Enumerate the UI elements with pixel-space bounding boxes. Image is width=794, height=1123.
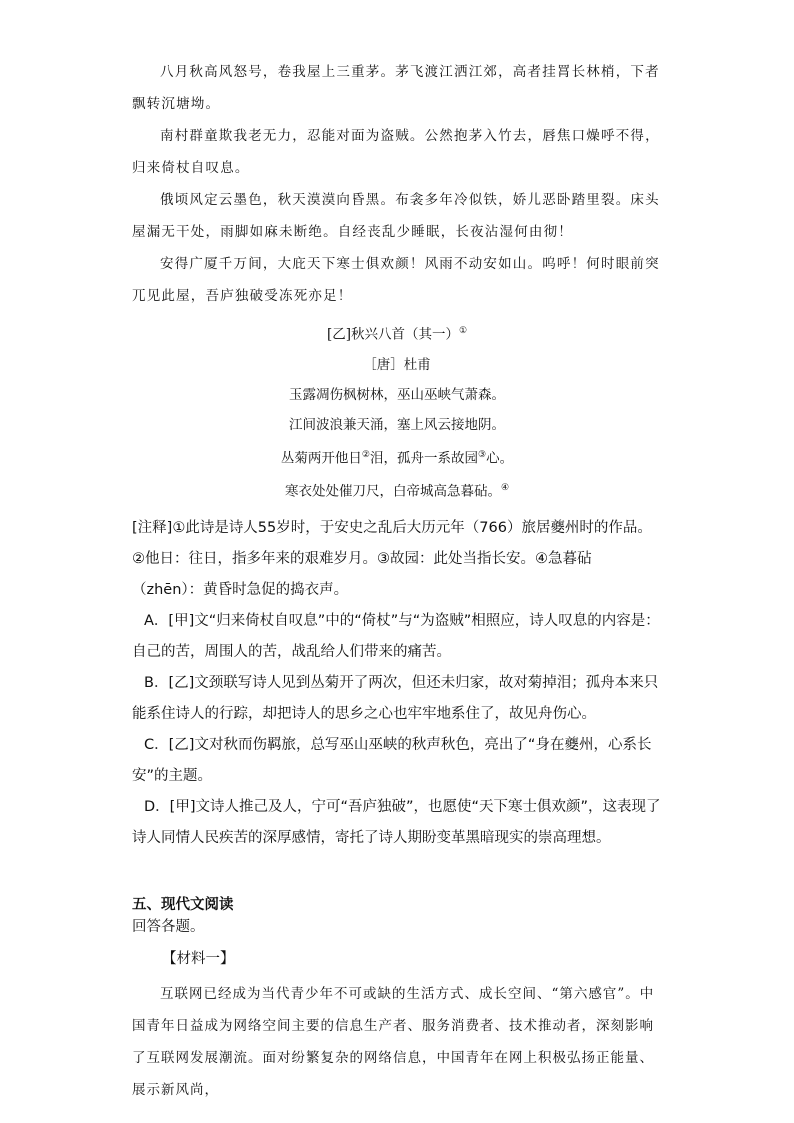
poem-line: 江间波浪兼天涌，塞上风云接地阴。 [289, 416, 505, 433]
poem-line-part: 泪，孤舟一系故园 [370, 450, 478, 466]
poem-paragraph: 安得广厦千万间，大庇天下寒士俱欢颜！风雨不动安如山。呜呼！何时眼前突兀见此屋，吾庐独破受冻死亦足！ [132, 256, 660, 304]
footnote-marker: ③ [478, 449, 487, 460]
jia-poem [132, 56, 662, 312]
footnote-marker: ④ [500, 483, 510, 493]
poem-paragraph: 南村群童欺我老无力，忍能对面为盗贼。公然抱茅入竹去，唇焦口燥呼不得，归来倚杖自叹息。 [132, 128, 660, 176]
footnote-marker: ② [361, 449, 370, 460]
poem-author: ［唐］杜甫 [363, 356, 431, 373]
section-heading: 五、现代文阅读 [132, 896, 234, 913]
poem-line-part: 心。 [486, 450, 514, 466]
question-block [132, 513, 662, 854]
material-label: 【材料一】 [162, 950, 235, 967]
poem-line-part: 寒衣处处催刀尺，白帝城高急暮砧。 [284, 483, 501, 500]
section-instruction: 回答各题。 [132, 918, 205, 935]
poem-line: 玉露凋伤枫树林，巫山巫峡气萧森。 [289, 386, 505, 403]
poem-line-part: 丛菊两开他日 [280, 450, 362, 466]
footnote-marker: ① [458, 326, 468, 336]
choice-b[interactable]: B．[乙]文颈联写诗人见到丛菊开了两次，但还未归家，故对菊掉泪；孤舟本来只能系住诗人的行踪，却把诗人的思乡之心也牢牢地系住了，故见舟伤心。 [132, 674, 659, 722]
poem-title-text: [乙]秋兴八首（其一） [326, 326, 459, 343]
annotation-notes: [注释]①此诗是诗人55岁时，于安史之乱后大历元年（766）旅居夔州时的作品。②他日：往日，指多年来的艰难岁月。③故园：此处当指长安。④急暮砧（zhēn）：黄昏时急促的捣衣声。 [132, 519, 652, 598]
poem-line [132, 473, 662, 507]
poem-paragraph: 八月秋高风怒号，卷我屋上三重茅。茅飞渡江洒江郊，高者挂罥长林梢，下者飘转沉塘坳。 [132, 64, 660, 112]
choice-c[interactable]: C．[乙]文对秋而伤羁旅，总写巫山巫峡的秋声秋色，亮出了“身在夔州，心系长安”的主题。 [132, 736, 652, 784]
yi-poem [132, 316, 662, 507]
poem-title [132, 316, 662, 350]
choice-a[interactable]: A．[甲]文“归来倚杖自叹息”中的“倚杖”与“为盗贼”相照应，诗人叹息的内容是：自己的苦，周围人的苦，战乱给人们带来的痛苦。 [132, 612, 660, 660]
poem-paragraph: 俄顷风定云墨色，秋天漠漠向昏黑。布衾多年冷似铁，娇儿恶卧踏里裂。床头屋漏无干处，雨脚如麻未断绝。自经丧乱少睡眠，长夜沾湿何由彻！ [132, 192, 660, 240]
poem-line [132, 440, 662, 474]
choice-d[interactable]: D．[甲]文诗人推己及人，宁可“吾庐独破”，也愿使“天下寒士俱欢颜”，这表现了诗人同情人民疾苦的深厚感情，寄托了诗人期盼变革黑暗现实的崇高理想。 [132, 798, 661, 846]
material-text: 互联网已经成为当代青少年不可或缺的生活方式、成长空间、“第六感官”。中国青年日益成为网络空间主要的信息生产者、服务消费者、技术推动者，深刻影响了互联网发展潮流。面对纷繁复杂的网络信息，中国青年在网上积极弘扬正能量、展示新风尚， [132, 985, 655, 1098]
